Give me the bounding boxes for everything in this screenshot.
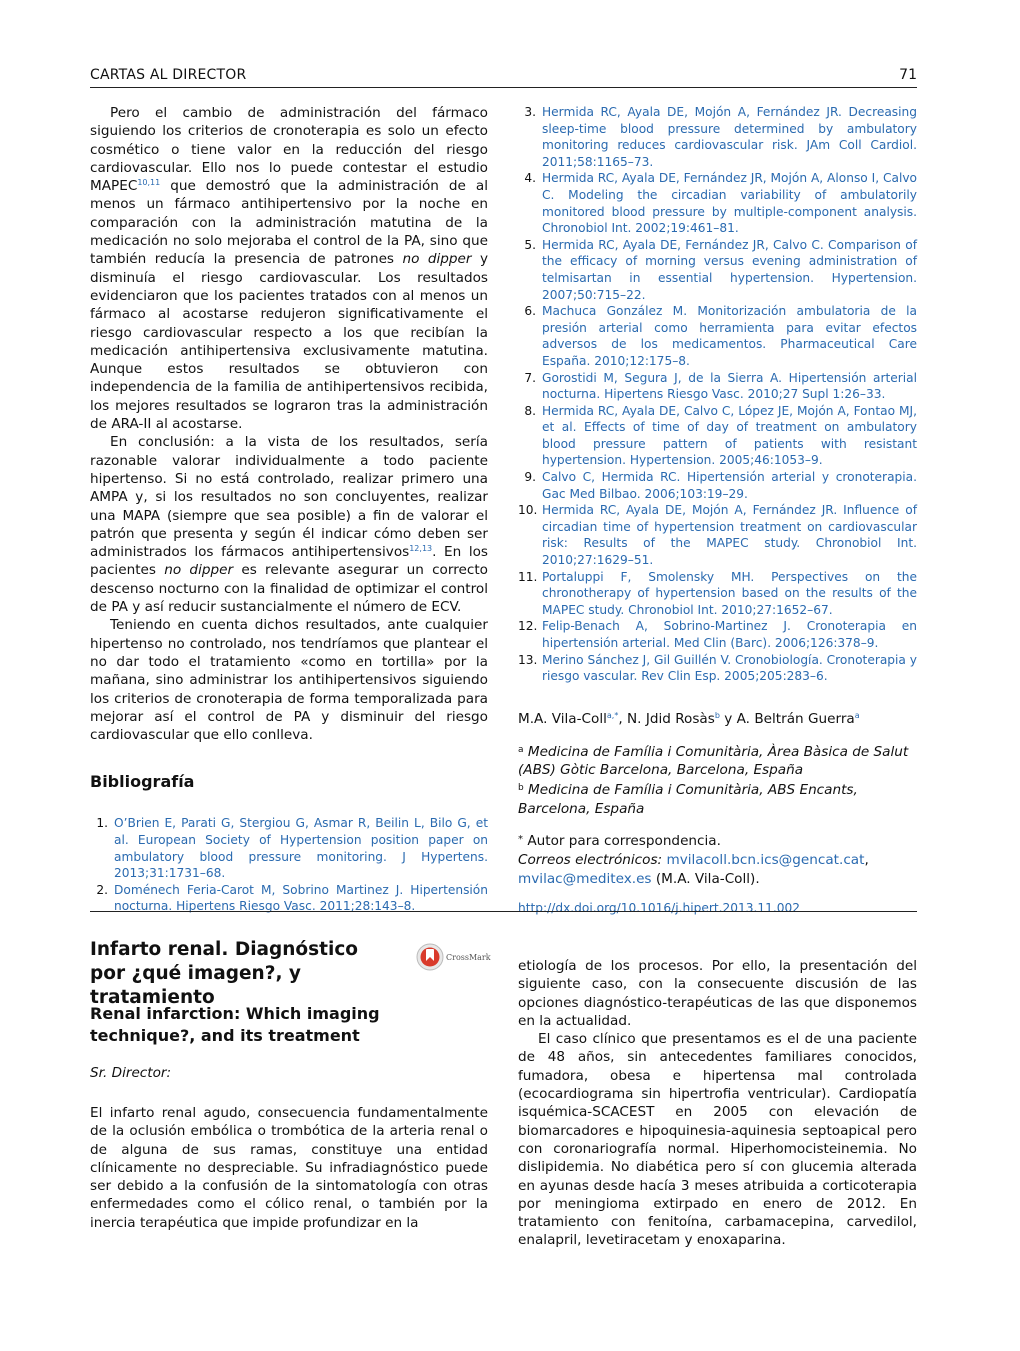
corresp-label: Autor para correspondencia. bbox=[527, 832, 721, 849]
reference-number: 6. bbox=[524, 304, 536, 319]
reference-number: 11. bbox=[518, 569, 538, 584]
reference-item[interactable] bbox=[518, 303, 917, 369]
article-subtitle-english: Renal infarction: Which imaging technique?, and its treatment bbox=[90, 1004, 380, 1045]
reference-item[interactable] bbox=[90, 815, 488, 881]
article-separator bbox=[90, 911, 917, 912]
reference-list-right bbox=[518, 104, 917, 685]
author-joiner: y bbox=[724, 710, 733, 727]
reference-text[interactable]: Hermida RC, Ayala DE, Calvo C, López JE, Mojón A, Fontao MJ, et al. Effects of time of day of treatment on ambulatory blood pressure pattern of patients with resistant hypertension. Hypertension. 2005;46:1053–9. bbox=[542, 403, 917, 468]
article-body-left bbox=[90, 1104, 488, 1232]
author-mark[interactable]: a,* bbox=[606, 710, 619, 720]
reference-number: 7. bbox=[524, 370, 536, 385]
reference-number: 12. bbox=[518, 619, 538, 634]
left-body-text bbox=[90, 104, 488, 744]
author-line bbox=[518, 711, 917, 727]
reference-item[interactable] bbox=[90, 882, 488, 915]
author-separator: , bbox=[618, 710, 623, 727]
reference-text[interactable]: Hermida RC, Ayala DE, Mojón A, Fernández JR. Decreasing sleep-time blood pressure determined by ambulatory monitoring reduces cardiovascular risk. JAm Coll Cardiol. 2011;58:1165–73. bbox=[542, 105, 917, 169]
reference-item[interactable] bbox=[518, 170, 917, 236]
page-number: 71 bbox=[899, 67, 917, 83]
body-paragraph bbox=[90, 433, 488, 616]
reference-number: 2. bbox=[96, 882, 108, 897]
reference-text[interactable]: Calvo C, Hermida RC. Hipertensión arterial y cronoterapia. Gac Med Bilbao. 2006;103:19–29. bbox=[542, 470, 917, 501]
reference-text[interactable]: Hermida RC, Ayala DE, Fernández JR, Mojón A, Alonso I, Calvo C. Modeling the circadian variability of ambulatorily monitored blood pressure by multiple-component analysis. Chronobiol Int. 2002;19:461–81. bbox=[542, 171, 917, 236]
reference-item[interactable] bbox=[518, 403, 917, 469]
salutation: Sr. Director: bbox=[90, 1065, 172, 1081]
reference-text[interactable]: Hermida RC, Ayala DE, Mojón A, Fernández JR. Influence of circadian time of hypertension treatment on cardiovascular risk: Results of the MAPEC study. Chronobiol Int. 2010;27:1629–51. bbox=[542, 503, 917, 568]
crossmark-badge[interactable] bbox=[416, 943, 491, 971]
reference-text[interactable]: O’Brien E, Parati G, Stergiou G, Asmar R, Beilin L, Bilo G, et al. European Society of Hypertension position paper on ambulatory blood pressure monitoring. J Hypertens. 2013;31:1731–68. bbox=[114, 816, 488, 881]
text-run: y disminuía el riesgo cardiovascular. Los resultados evidenciaron que los pacientes tratados con al menos un fármaco al acostarse redujeron significativamente el riesgo cardiovascular respecto a los que recibían la medicación antihipertensiva exclusivamente matutina. Aunque estos resultados se obtuvieron con independencia de la familia de antihipertensivos recibida, los mejores resultados se lograron tras la administración de ARA-II al acostarse. bbox=[90, 251, 488, 433]
reference-number: 3. bbox=[524, 105, 536, 119]
author-name: M.A. Vila-Coll bbox=[518, 710, 607, 727]
correspondence: * Autor para correspondencia. Correos electrónicos: mvilacoll.bcn.ics@gencat.cat, mvilac@meditex.es (M.A. Vila-Coll). bbox=[518, 832, 869, 887]
email-owner: (M.A. Vila-Coll). bbox=[655, 870, 760, 887]
reference-number: 5. bbox=[524, 237, 536, 252]
reference-number: 4. bbox=[524, 171, 536, 186]
author-mark[interactable]: a bbox=[854, 710, 860, 720]
reference-text[interactable]: Hermida RC, Ayala DE, Fernández JR, Calvo C. Comparison of the efficacy of morning versus evening administration of telmisartan in essential hypertension. Hypertension. 2007;50:715–22. bbox=[542, 237, 917, 302]
text-run: Teniendo en cuenta dichos resultados, ante cualquier hipertenso no controlado, nos tendríamos que plantear el no dar todo el tratamiento «como en tortilla» por la mañana, sino administrar los antihipertensivos siguiendo los criterios de cronoterapia de forma temporalizada para mejorar así el control de PA y disminuir del riesgo cardiovascular que ello conlleva. bbox=[90, 617, 488, 744]
reference-text[interactable]: Portaluppi F, Smolensky MH. Perspectives on the chronotherapy of hypertension based on the results of the MAPEC study. Chronobiol Int. 2010;27:1652–67. bbox=[542, 569, 917, 617]
reference-text[interactable]: Machuca González M. Monitorización ambulatoria de la presión arterial como herramienta para evitar efectos adversos de los medicamentos. Pharmaceutical Care España. 2010;12:175–8. bbox=[542, 304, 917, 368]
email-link-1[interactable]: mvilacoll.bcn.ics@gencat.cat bbox=[666, 851, 865, 868]
author-mark[interactable]: b bbox=[714, 710, 720, 720]
italic-term: no dipper bbox=[402, 251, 472, 268]
corresp-mark: * bbox=[518, 833, 523, 845]
reference-number: 1. bbox=[96, 816, 108, 831]
reference-item[interactable] bbox=[518, 469, 917, 502]
author-name: A. Beltrán Guerra bbox=[736, 710, 855, 727]
affiliation-b: $^b$ Medicina de Família i Comunitària, ABS Encants, Barcelona, España bbox=[518, 782, 858, 817]
crossmark-label: CrossMark bbox=[446, 952, 491, 962]
emails-label: Correos electrónicos: bbox=[518, 851, 663, 868]
reference-number: 8. bbox=[524, 403, 536, 418]
body-paragraph bbox=[90, 104, 488, 433]
reference-item[interactable] bbox=[518, 237, 917, 303]
left-column bbox=[90, 104, 488, 915]
email-link-2[interactable]: mvilac@meditex.es bbox=[518, 870, 652, 887]
right-column bbox=[518, 104, 917, 915]
citation-ref[interactable]: 12,13 bbox=[409, 544, 433, 554]
reference-number: 13. bbox=[518, 652, 538, 667]
reference-item[interactable] bbox=[518, 569, 917, 619]
article-title: Infarto renal. Diagnóstico por ¿qué imagen?, y tratamiento bbox=[90, 939, 359, 1008]
reference-item[interactable] bbox=[518, 370, 917, 403]
running-header-section: CARTAS AL DIRECTOR bbox=[90, 67, 247, 83]
reference-number: 9. bbox=[524, 470, 536, 485]
reference-number: 10. bbox=[518, 503, 538, 518]
reference-text[interactable]: Gorostidi M, Segura J, de la Sierra A. Hipertensión arterial nocturna. Hipertens Riesgo Vasc. 2010;27 Supl 1:26–33. bbox=[542, 370, 917, 402]
reference-item[interactable] bbox=[518, 502, 917, 568]
text-run: . En los pacientes bbox=[90, 544, 488, 579]
citation-ref[interactable]: 10,11 bbox=[137, 178, 161, 188]
reference-item[interactable] bbox=[518, 104, 917, 170]
reference-text[interactable]: Doménech Feria-Carot M, Sobrino Martinez J. Hipertensión nocturna. Hipertens Riesgo Vasc. 2011;28:143–8. bbox=[114, 882, 488, 914]
italic-term: no dipper bbox=[164, 562, 234, 579]
header-rule bbox=[90, 87, 917, 88]
reference-list-left bbox=[90, 815, 488, 915]
body-paragraph bbox=[90, 616, 488, 744]
text-run: Pero el cambio de administración del fármaco siguiendo los criterios de cronoterapia es solo un efecto cosmético o tiene valor en la reducción del riesgo cardiovascular. Ello nos lo puede contestar el estudio MAPEC bbox=[90, 105, 488, 195]
doi-link[interactable]: http://dx.doi.org/10.1016/j.hipert.2013.11.002 bbox=[518, 900, 801, 915]
affiliations bbox=[518, 741, 917, 818]
reference-item[interactable] bbox=[518, 652, 917, 685]
author-name: N. Jdid Rosàs bbox=[627, 710, 715, 727]
article-paragraph: El caso clínico que presentamos es el de una paciente de 48 años, sin antecedentes familiares conocidos, fumadora, obesa e hipertensa mal controlada (ecocardiograma sin hipertrofia ventricular). Cardiopatía isquémica-SCACEST en 2005 con elevación de biomarcadores e hipoquinesia-aquinesia septoapical pero con coronariografía normal. Hiperhomocisteinemia. No dislipidemia. No diabética pero sí con glucemia alterada en ayunas desde hacía 3 meses atribuida a corticoterapia por meningioma extirpado en enero de 2012. En tratamiento con fenitoína, carbamacepina, carvedilol, enalapril, levetiracetam y enoxaparina. bbox=[518, 1031, 917, 1249]
article-paragraph: El infarto renal agudo, consecuencia fundamentalmente de la oclusión embólica o trombótica de la arteria renal o de alguna de sus ramas, constituye una entidad clínicamente no despreciable. Su infradiagnóstico puede ser debido a la confusión de la sintomatología con otras enfermedades como el cólico renal, o también por la inercia terapéutica que impide profundizar en la bbox=[90, 1105, 488, 1231]
reference-text[interactable]: Felip-Benach A, Sobrino-Martinez J. Cronoterapia en hipertensión arterial. Med Clin (Barc). 2006;126:378–9. bbox=[542, 619, 917, 650]
text-run: En conclusión: a la vista de los resultados, sería razonable valorar individualmente a todo paciente hipertenso. Si no está controlado, realizar primero una AMPA y, si los resultados no son concluyentes, realizar una MAPA (siempre que sea posible) a fin de valorar el patrón que presenta y según él indicar cómo deben ser administrados los fármacos antihipertensivos bbox=[90, 434, 488, 561]
reference-text[interactable]: Merino Sánchez J, Gil Guillén V. Cronobiología. Cronoterapia y riesgo vascular. Rev Clin Esp. 2005;205:283–6. bbox=[542, 652, 917, 684]
crossmark-icon bbox=[416, 943, 444, 971]
article-paragraph: etiología de los procesos. Por ello, la presentación del siguiente caso, con la consecuente discusión de las opciones diagnóstico-terapéuticas de las que disponemos en la actualidad. bbox=[518, 958, 917, 1029]
article-body-right bbox=[518, 957, 917, 1250]
reference-item[interactable] bbox=[518, 618, 917, 651]
text-run: que demostró que la administración de al menos un fármaco antihipertensivo por la noche en comparación con la administración matutina de la medicación no solo mejoraba el control de la PA, sino que también reducía la presencia de patrones bbox=[90, 178, 488, 268]
bibliography-heading: Bibliografía bbox=[90, 772, 195, 792]
affiliation-a: $^a$ Medicina de Família i Comunitària, Àrea Bàsica de Salut (ABS) Gòtic Barcelona, Barcelona, España bbox=[518, 743, 909, 779]
text-run: es relevante asegurar un correcto descenso nocturno con la finalidad de optimizar el control de PA y así reducir sustancialmente el número de ECV. bbox=[90, 562, 488, 616]
